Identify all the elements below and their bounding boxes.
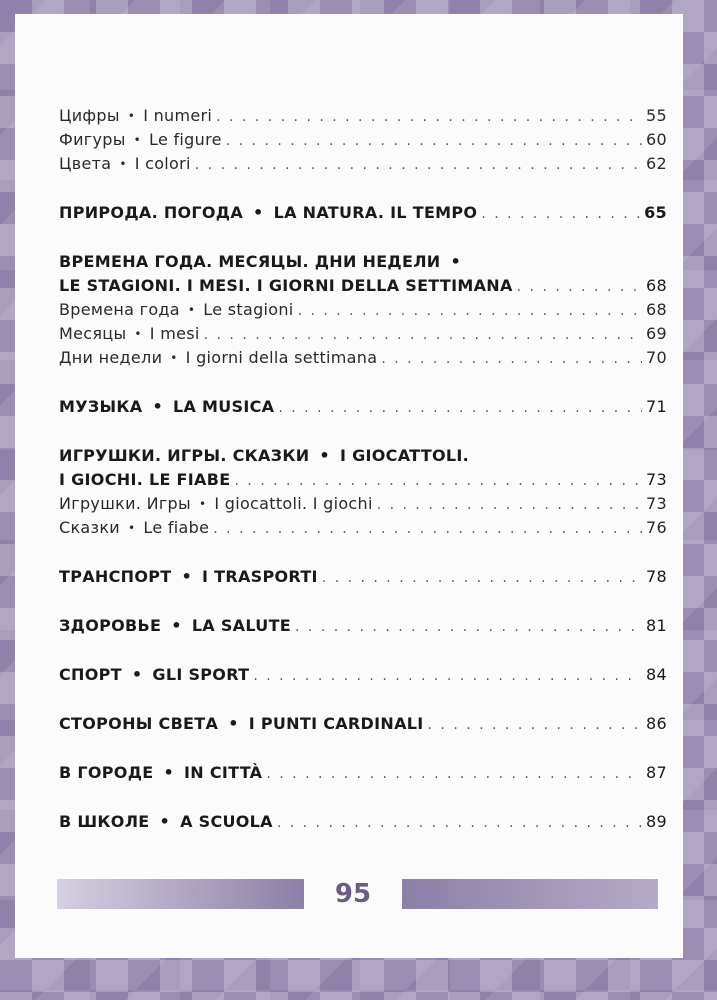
toc-entry-numbers: Цифры • I numeri . . . 55	[59, 104, 667, 128]
page-ref: 84	[646, 665, 667, 684]
toc-section-nature: ПРИРОДА. ПОГОДА • LA NATURA. IL TEMPO . . . 65	[59, 201, 667, 225]
page-ref: 55	[646, 106, 667, 125]
page-number: 95	[334, 879, 372, 909]
toc-entry-months: Месяцы • I mesi . . . 69	[59, 322, 667, 346]
toc-section-music: МУЗЫКА • LA MUSICA . . . 71	[59, 395, 667, 419]
table-of-contents	[59, 104, 667, 834]
book-page	[15, 14, 683, 958]
page-ref: 68	[646, 300, 667, 319]
toc-entry-seasons: Времена года • Le stagioni . . . 68	[59, 298, 667, 322]
toc-entry-colors: Цвета • I colori . . . 62	[59, 152, 667, 176]
page-ref: 73	[646, 494, 667, 513]
page-ref: 69	[646, 324, 667, 343]
page-ref: 73	[646, 470, 667, 489]
toc-entry-toys-games: Игрушки. Игры • I giocattoli. I giochi . . . 73	[59, 492, 667, 516]
footer-bar-left	[57, 879, 304, 909]
page-ref: 60	[646, 130, 667, 149]
page-ref: 81	[646, 616, 667, 635]
page-ref: 70	[646, 348, 667, 367]
toc-section-transport: ТРАНСПОРТ • I TRASPORTI . . . 78	[59, 565, 667, 589]
toc-section-sport: СПОРТ • GLI SPORT . . . 84	[59, 663, 667, 687]
page-footer	[0, 864, 717, 914]
page-ref: 62	[646, 154, 667, 173]
page-ref: 76	[646, 518, 667, 537]
toc-entry-fairy-tales: Сказки • Le fiabe . . . 76	[59, 516, 667, 540]
page-ref: 89	[646, 812, 667, 831]
page-ref: 87	[646, 763, 667, 782]
toc-entry-weekdays: Дни недели • I giorni della settimana . . . 70	[59, 346, 667, 370]
page-ref: 68	[646, 276, 667, 295]
toc-section-toys: I GIOCHI. LE FIABE . . . 73	[59, 468, 667, 492]
footer-bar-right	[402, 879, 658, 909]
toc-section-toys-line1: ИГРУШКИ. ИГРЫ. СКАЗКИ • I GIOCATTOLI.	[59, 446, 469, 465]
toc-section-seasons-line1: ВРЕМЕНА ГОДА. МЕСЯЦЫ. ДНИ НЕДЕЛИ •	[59, 252, 462, 271]
page-ref: 71	[646, 397, 667, 416]
toc-section-city: В ГОРОДЕ • IN CITTÀ . . . 87	[59, 761, 667, 785]
page-ref: 86	[646, 714, 667, 733]
toc-entry-figures: Фигуры • Le figure . . . 60	[59, 128, 667, 152]
page-ref: 65	[644, 203, 667, 222]
toc-section-school: В ШКОЛЕ • A SCUOLA . . . 89	[59, 810, 667, 834]
toc-section-seasons: LE STAGIONI. I MESI. I GIORNI DELLA SETTIMANA . . . 68	[59, 274, 667, 298]
toc-section-health: ЗДОРОВЬЕ • LA SALUTE . . . 81	[59, 614, 667, 638]
toc-section-cardinal-points: СТОРОНЫ СВЕТА • I PUNTI CARDINALI . . . 86	[59, 712, 667, 736]
page-ref: 78	[646, 567, 667, 586]
